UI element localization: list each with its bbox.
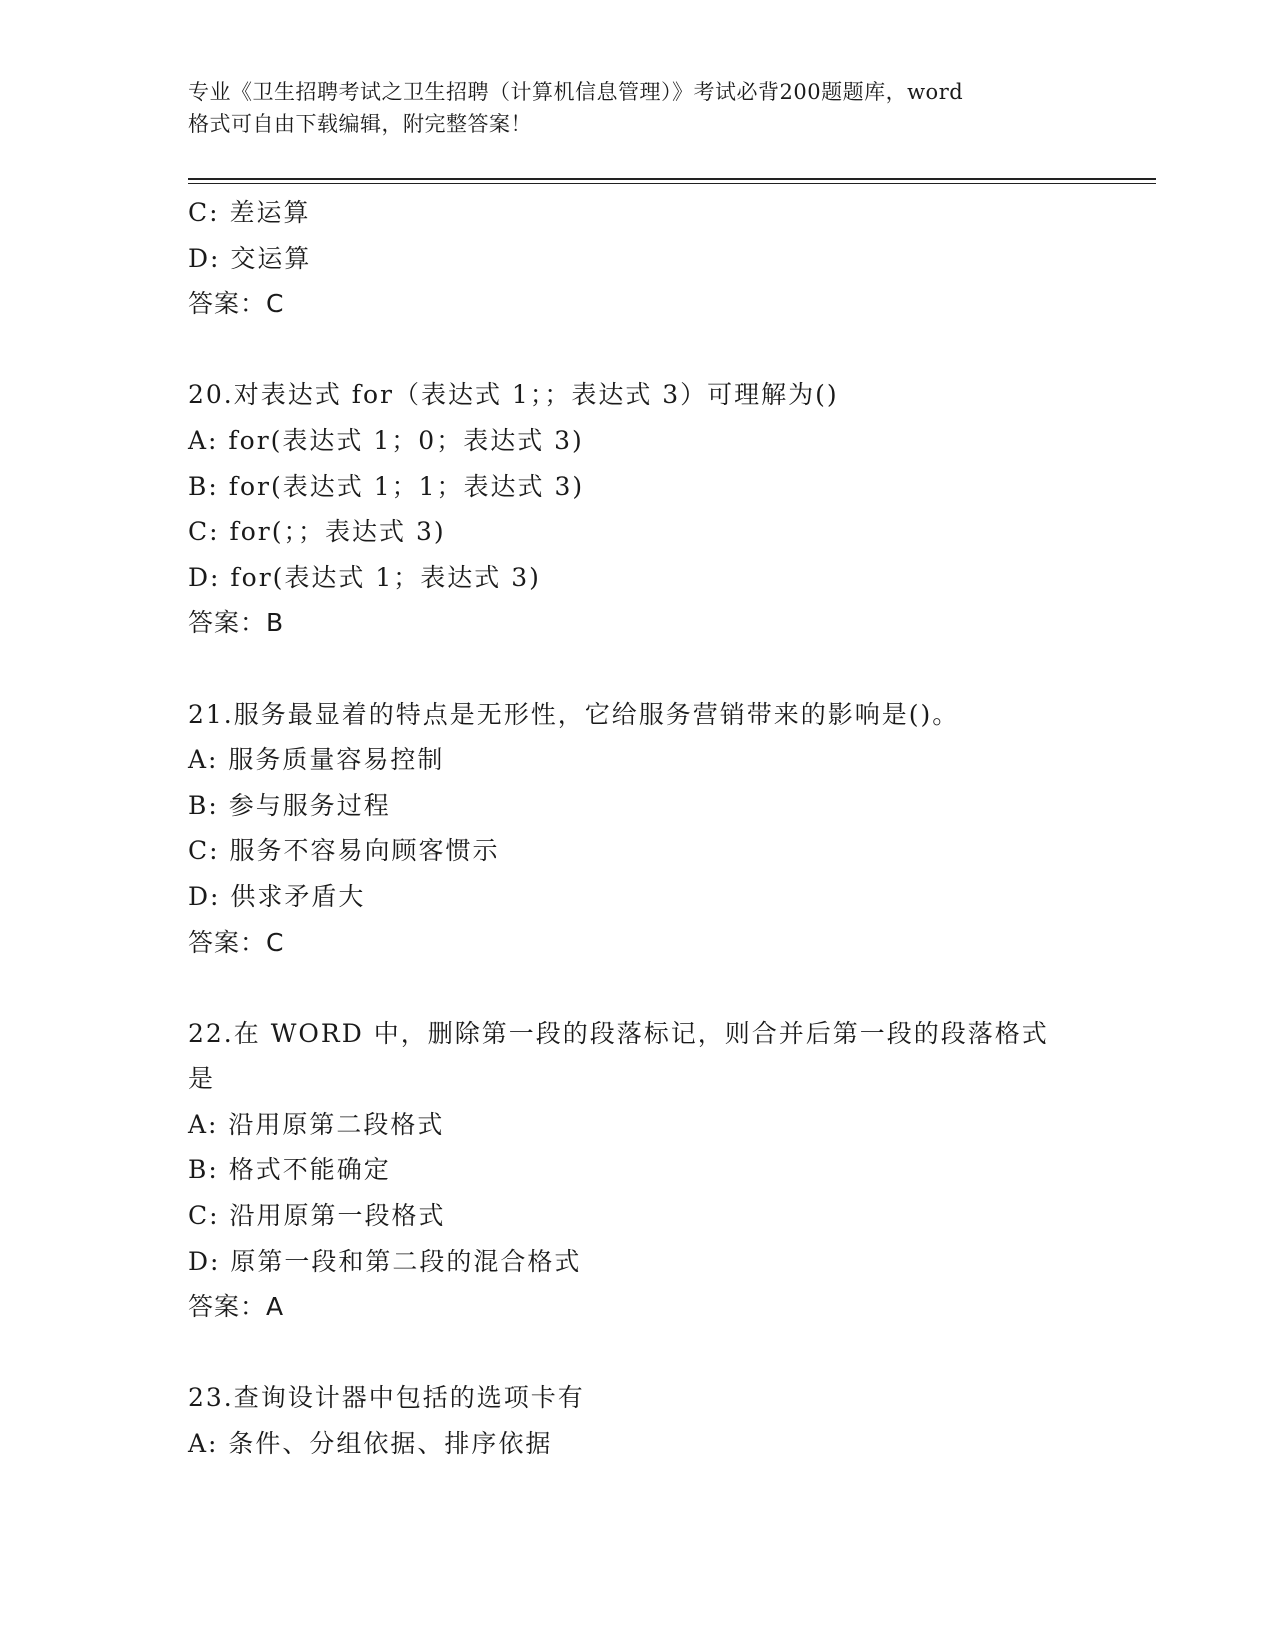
prev-answer: 答案：C [188, 289, 285, 319]
option-a: A: 沿用原第二段格式 [188, 1109, 445, 1139]
option-c: C: for(；；表达式 3) [188, 517, 446, 547]
answer: 答案：C [188, 927, 285, 957]
answer: 答案：B [188, 608, 285, 638]
question-text-line-1: 22.在 WORD 中，删除第一段的段落标记，则合并后第一段的段落格式 [188, 1018, 1049, 1048]
option-a: A: 服务质量容易控制 [188, 745, 445, 775]
question-text: 23.查询设计器中包括的选项卡有 [188, 1383, 585, 1413]
header-line-1: 专业《卫生招聘考试之卫生招聘（计算机信息管理）》考试必背200题题库，word [188, 80, 964, 104]
option-b: B: 参与服务过程 [188, 790, 391, 820]
header-rule-thin [188, 183, 1156, 184]
question-text: 20.对表达式 for（表达式 1；；表达式 3）可理解为() [188, 380, 839, 410]
prev-option-c: C: 差运算 [188, 198, 311, 227]
option-d: D: for(表达式 1；表达式 3) [188, 562, 541, 592]
spacer [188, 646, 1088, 692]
answer: 答案：A [188, 1292, 285, 1322]
option-a: A: 条件、分组依据、排序依据 [188, 1429, 553, 1459]
question-text-line-2: 是 [188, 1064, 216, 1094]
prev-option-d: D: 交运算 [188, 243, 312, 273]
question-22 [188, 1011, 1088, 1330]
spacer [188, 327, 1088, 373]
option-c: C: 沿用原第一段格式 [188, 1201, 446, 1231]
option-c: C: 服务不容易向顾客惯示 [188, 836, 500, 866]
spacer [188, 965, 1088, 1011]
header-line-2: 格式可自由下载编辑，附完整答案！ [188, 112, 532, 136]
question-20 [188, 372, 1088, 646]
header-rule-thick [188, 178, 1156, 180]
option-a: A: for(表达式 1；0；表达式 3) [188, 425, 584, 455]
option-b: B: 格式不能确定 [188, 1155, 391, 1185]
question-content [188, 190, 1088, 1467]
document-header [188, 76, 1088, 140]
question-21 [188, 692, 1088, 966]
question-23 [188, 1375, 1088, 1466]
option-b: B: for(表达式 1；1；表达式 3) [188, 471, 585, 501]
option-d: D: 原第一段和第二段的混合格式 [188, 1246, 582, 1276]
question-text: 21.服务最显着的特点是无形性，它给服务营销带来的影响是()。 [188, 699, 960, 729]
option-d: D: 供求矛盾大 [188, 881, 366, 911]
spacer [188, 1330, 1088, 1376]
